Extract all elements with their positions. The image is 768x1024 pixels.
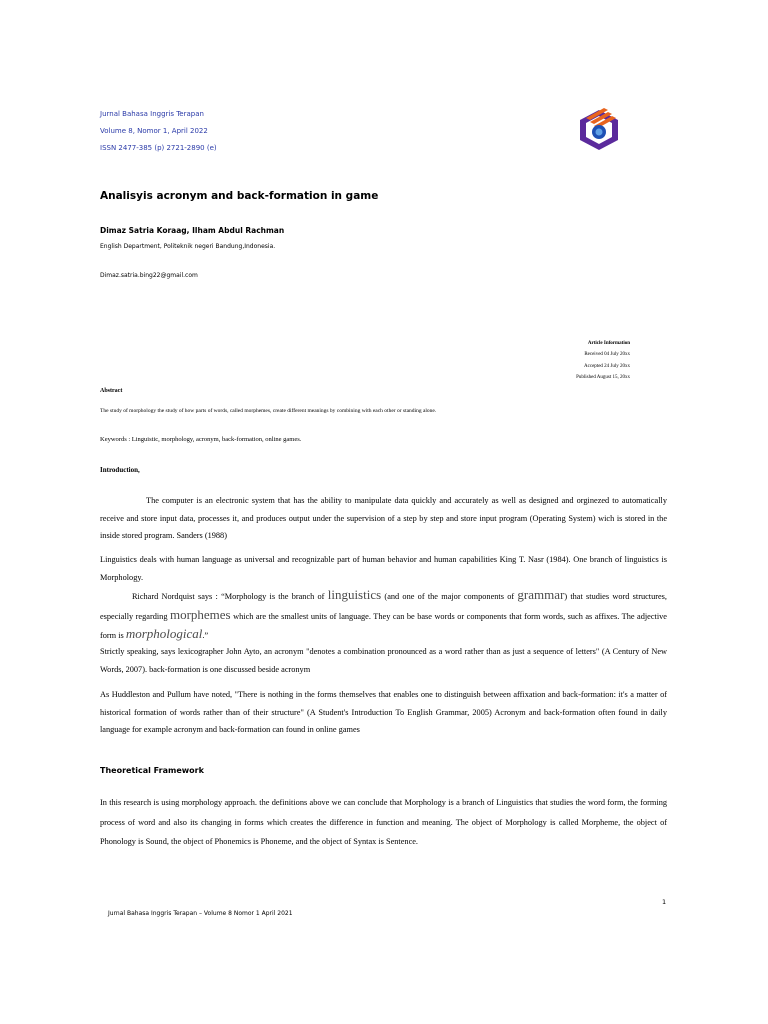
journal-volume: Volume 8, Nomor 1, April 2022: [100, 127, 208, 135]
published-date: Published August 15, 20xx: [576, 375, 630, 380]
intro-paragraph-3: [100, 586, 667, 645]
quote-part-d: which are the smallest units of language. They can be base words or components that form words, such as affixes. The adjective form is: [100, 611, 667, 640]
article-info-heading: Article Information: [587, 341, 630, 346]
article-authors: Dimaz Satria Koraag, Ilham Abdul Rachman: [100, 226, 285, 235]
keywords: Keywords : Linguistic, morphology, acronym, back-formation, online games.: [100, 436, 302, 443]
article-title: Analisyis acronym and back-formation in game: [100, 190, 379, 202]
received-date: Received 04 July 20xx: [584, 352, 630, 357]
journal-name: Jurnal Bahasa Inggris Terapan: [100, 110, 204, 118]
accepted-date: Accepted 24 July 20xx: [584, 364, 630, 369]
theoretical-framework-paragraph: In this research is using morphology approach. the definitions above we can conclude that Morphology is a branch of Linguistics that studies the word form, the forming process of word and also its changing in forms which creates the difference in function and meaning. The object of Morphology is called Morpheme, the object of Phonology is Sound, the object of Phonemics is Phoneme, and the object of Syntax is Sentence.: [100, 798, 667, 846]
intro-paragraph-1: The computer is an electronic system that has the ability to manipulate data quickly and accurately as well as designed and orginezed to automatically receive and store input data, processes it, and produces output under the supervision of a step by step and store input program (Operating System) wich is stored in the inside stored program. Sanders (1988): [100, 496, 667, 540]
page-number: 1: [662, 898, 667, 906]
article-affiliation: English Department, Politeknik negeri Bandung,Indonesia.: [100, 243, 276, 250]
intro-paragraph-4: Strictly speaking, says lexicographer John Ayto, an acronym "denotes a combination pronounced as a word rather than as just a sequence of letters" (A Century of New Words, 2007). back-formation is one discussed beside acronym: [100, 647, 667, 674]
quote-part-a: Richard Nordquist says : “Morphology is the branch of: [132, 592, 328, 601]
journal-logo-icon: [578, 104, 620, 150]
quote-part-e: .”: [202, 631, 209, 640]
quote-part-c: ) that studies word structures, especially regarding: [100, 592, 667, 621]
link-grammar[interactable]: grammar: [517, 587, 565, 602]
abstract-heading: Abstract: [100, 388, 123, 394]
page-footer: Jurnal Bahasa Inggris Terapan – Volume 8 Nomor 1 April 2021: [108, 910, 293, 917]
author-email[interactable]: Dimaz.satria.bing22@gmail.com: [100, 272, 198, 279]
intro-paragraph-2: Linguistics deals with human language as universal and recognizable part of human behavior and human capabilities King T. Nasr (1984). One branch of linguistics is Morphology.: [100, 555, 667, 582]
journal-issn: ISSN 2477-385 (p) 2721-2890 (e): [100, 144, 217, 152]
link-morphemes[interactable]: morphemes: [169, 606, 231, 622]
abstract-text: The study of morphology the study of how parts of words, called morphemes, create different meanings by combining with each other or standing alone.: [100, 408, 437, 414]
introduction-heading: Introduction,: [100, 466, 140, 474]
intro-paragraph-5: As Huddleston and Pullum have noted, "There is nothing in the forms themselves that enables one to distinguish between affixation and back-formation: it's a matter of historical formation of words rather than of their structure" (A Student's Introduction To English Grammar, 2005) Acronym and back-formation often found in daily language for example acronym and back-formation can found in online games: [100, 690, 667, 734]
link-morphological[interactable]: morphological: [125, 626, 203, 641]
theoretical-framework-heading: Theoretical Framework: [100, 766, 204, 775]
quote-part-b: (and one of the major components of: [381, 592, 518, 601]
link-linguistics[interactable]: linguistics: [327, 587, 382, 602]
